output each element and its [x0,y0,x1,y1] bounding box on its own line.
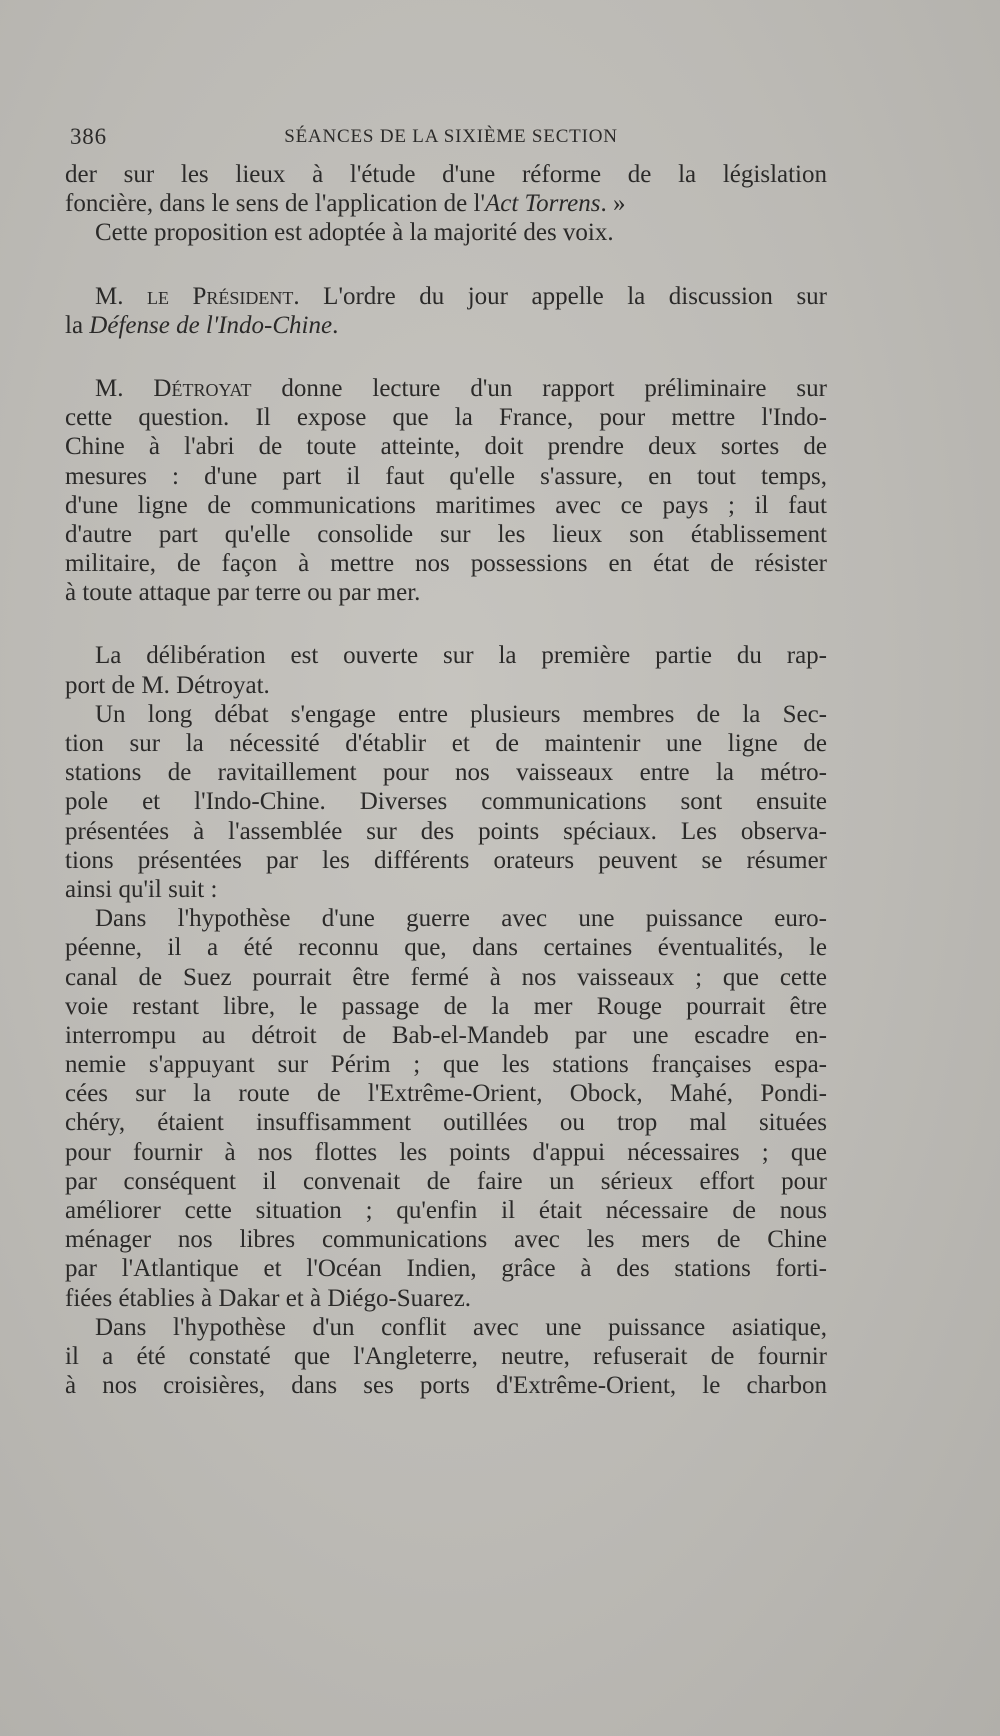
text-line: Chine à l'abri de toute atteinte, doit prendre deux sortes de [65,433,827,461]
text-line: chéry, étaient insuffisamment outillées ou trop mal situées [65,1109,827,1137]
text-span: foncière, dans le sens de l'application de l' [65,190,485,218]
italic-title-act-torrens: Act Torrens [484,190,601,218]
text-line: canal de Suez pourrait être fermé à nos vaisseaux ; que cette [65,963,827,991]
text-line: Dans l'hypothèse d'un conflit avec une puissance asiatique, [95,1313,827,1341]
page-number: 386 [70,124,107,149]
paragraph-gap [65,340,827,374]
text-line: il a été constaté que l'Angleterre, neutre, refuserait de fournir [65,1342,827,1370]
text-line: port de M. Détroyat. [65,671,270,699]
text-line: Dans l'hypothèse d'une guerre avec une puissance euro- [95,905,827,933]
paragraph-gap [65,248,827,282]
text-span: . » [600,190,626,218]
paragraph-asian-conflict [65,1313,827,1401]
text-line: fiées établies à Dakar et à Diégo-Suarez. [65,1284,472,1312]
text-line: d'une ligne de communications maritimes avec ce pays ; il faut [65,491,827,519]
running-head: SÉANCES DE LA SIXIÈME SECTION [284,126,618,147]
text-span: la [65,311,90,339]
paragraph-deliberation [65,641,827,699]
text-line: par conséquent il convenait de faire un sérieux effort pour [65,1167,827,1195]
body-text [65,160,827,1400]
paragraph-european-war [65,904,827,1313]
text-line: à nos croisières, dans ses ports d'Extrême-Orient, le charbon [65,1372,827,1400]
text-line: à toute attaque par terre ou par mer. [65,579,421,607]
speaker-name: M. le Président [95,282,294,310]
text-line: interrompu au détroit de Bab-el-Mandeb par une escadre en- [65,1021,827,1049]
text-line: Un long débat s'engage entre plusieurs membres de la Sec- [95,700,827,728]
paragraph-act-torrens [65,160,827,218]
text-line: mesures : d'une part il faut qu'elle s'assure, en tout temps, [65,462,827,490]
text-line: d'autre part qu'elle consolide sur les lieux son établissement [65,520,827,548]
paragraph-president [65,282,827,340]
text-line: pole et l'Indo-Chine. Diverses communications sont ensuite [65,788,827,816]
text-line: tion sur la nécessité d'établir et de maintenir une ligne de [65,730,827,757]
text-span: . [332,311,339,339]
text-line: nemie s'appuyant sur Périm ; que les stations françaises espa- [65,1051,827,1079]
text-span: . L'ordre du jour appelle la discussion sur [293,282,827,310]
text-line: cette question. Il expose que la France, pour mettre l'Indo- [65,404,827,432]
paragraph-adoption [65,218,827,247]
text-line [65,282,827,311]
text-line: présentées à l'assemblée sur des points spéciaux. Les observa- [65,817,827,845]
text-line: améliorer cette situation ; qu'enfin il était nécessaire de nous [65,1197,827,1224]
text-line: militaire, de façon à mettre nos possessions en état de résister [65,550,827,578]
text-line: stations de ravitaillement pour nos vaisseaux entre la métro- [65,759,827,787]
paragraph-debate [65,700,827,904]
text-line: par l'Atlantique et l'Océan Indien, grâce à des stations forti- [65,1255,827,1283]
text-line: tions présentées par les différents orateurs peuvent se résumer [65,846,827,874]
paragraph-gap [65,607,827,641]
text-line: voie restant libre, le passage de la mer Rouge pourrait être [65,992,827,1020]
speaker-name: M. Détroyat [95,374,252,402]
text-line: La délibération est ouverte sur la première partie du rap- [95,642,827,670]
text-span: donne lecture d'un rapport préliminaire sur [251,374,827,402]
paragraph-detroyat [65,374,827,608]
text-line [65,374,827,403]
text-line: cées sur la route de l'Extrême-Orient, Obock, Mahé, Pondi- [65,1080,827,1108]
text-line: péenne, il a été reconnu que, dans certaines éventualités, le [65,934,827,962]
text-line: der sur les lieux à l'étude d'une réforme de la législation [65,161,827,188]
text-line [65,311,827,340]
text-line: pour fournir à nos flottes les points d'appui nécessaires ; que [65,1138,827,1166]
text-line [65,189,827,218]
italic-title-defense: Défense de l'Indo-Chine [89,311,333,339]
text-line: ménager nos libres communications avec les mers de Chine [65,1226,827,1254]
text-line: Cette proposition est adoptée à la majorité des voix. [95,219,614,247]
text-line: ainsi qu'il suit : [65,875,218,903]
